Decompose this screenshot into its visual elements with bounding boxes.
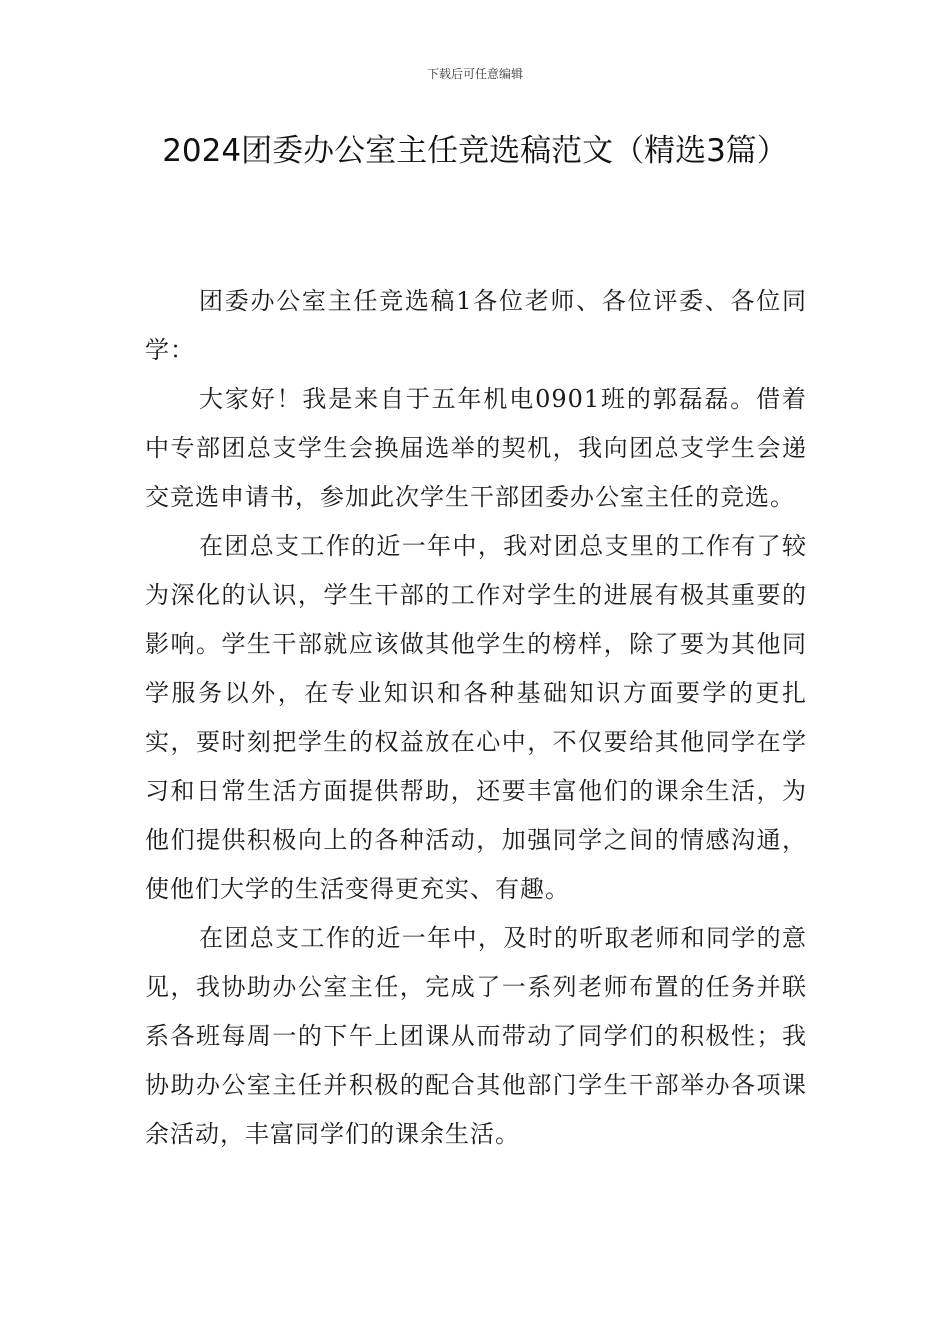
paragraph-greeting: 团委办公室主任竞选稿1各位老师、各位评委、各位同学： [145,287,807,364]
paragraph-introduction: 大家好！我是来自于五年机电0901班的郭磊磊。借着中专部团总支学生会换届选举的契机，我向团总支学生会递交竞选申请书，参加此次学生干部团委办公室主任的竞选。 [145,385,807,511]
header-note: 下载后可任意编辑 [426,67,523,81]
paragraph-achievements: 在团总支工作的近一年中，及时的听取老师和同学的意见，我协助办公室主任，完成了一系列老师布置的任务并联系各班每周一的下午上团课从而带动了同学们的积极性；我协助办公室主任并积极的配合其他部门学生干部举办各项课余活动，丰富同学们的课余生活。 [145,924,807,1148]
paragraph-understanding: 在团总支工作的近一年中，我对团总支里的工作有了较为深化的认识，学生干部的工作对学生的进展有极其重要的影响。学生干部就应该做其他学生的榜样，除了要为其他同学服务以外，在专业知识和各种基础知识方面要学的更扎实，要时刻把学生的权益放在心中，不仅要给其他同学在学习和日常生活方面提供帮助，还要丰富他们的课余生活，为他们提供积极向上的各种活动，加强同学之间的情感沟通，使他们大学的生活变得更充实、有趣。 [145,532,807,903]
document-title: 2024团委办公室主任竞选稿范文（精选3篇） [162,133,788,169]
document-body [145,277,807,1159]
